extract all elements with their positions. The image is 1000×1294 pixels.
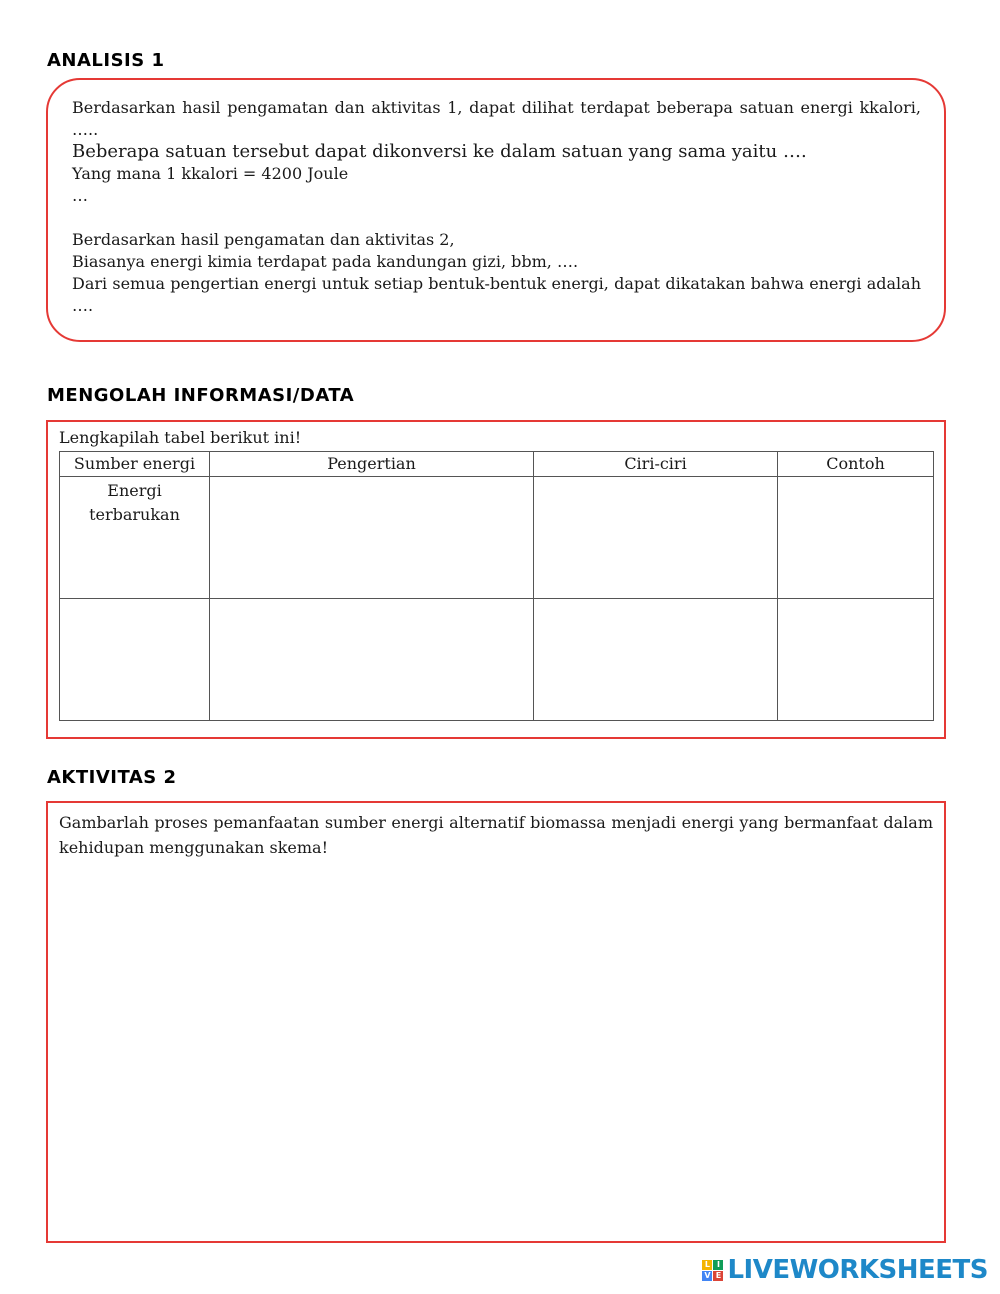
liveworksheets-logo (702, 1253, 988, 1287)
analisis-line-1: Berdasarkan hasil pengamatan dan aktivitas 1, dapat dilihat terdapat beberapa satuan energi kkalori, ….. (72, 98, 921, 139)
cell-text (210, 477, 533, 479)
mengolah-heading: MENGOLAH INFORMASI/DATA (47, 385, 355, 406)
analisis-line-7: Dari semua pengertian energi untuk setiap bentuk-bentuk energi, dapat dikatakan bahwa energi adalah …. (72, 274, 921, 315)
cell-text (778, 599, 933, 601)
logo-letter: I (713, 1260, 723, 1270)
cell-pengertian[interactable] (210, 477, 534, 599)
analisis-line-3: Yang mana 1 kkalori = 4200 Joule (72, 164, 349, 183)
logo-letter: E (713, 1271, 723, 1281)
cell-contoh[interactable] (778, 477, 934, 599)
table-row (60, 599, 934, 721)
table-instruction: Lengkapilah tabel berikut ini! (59, 428, 302, 447)
analisis-line-2: Beberapa satuan tersebut dapat dikonversi ke dalam satuan yang sama yaitu …. (72, 141, 807, 162)
brand-name: LIVEWORKSHEETS (727, 1255, 988, 1285)
cell-text (778, 477, 933, 479)
aktivitas-task: Gambarlah proses pemanfaatan sumber energi alternatif biomassa menjadi energi yang bermanfaat dalam kehidupan menggunakan skema! (59, 813, 933, 857)
table-header-row (60, 452, 934, 477)
cell-pengertian[interactable] (210, 599, 534, 721)
header-sumber-energi: Sumber energi (60, 452, 210, 477)
header-pengertian: Pengertian (210, 452, 534, 477)
aktivitas-heading: AKTIVITAS 2 (47, 767, 177, 788)
live-logo-icon (702, 1260, 723, 1281)
cell-ciri-ciri[interactable] (534, 599, 778, 721)
cell-text: Energi terbarukan (89, 481, 180, 524)
logo-letter: L (702, 1260, 712, 1270)
cell-text (60, 599, 209, 601)
cell-text (210, 599, 533, 601)
analisis-heading: ANALISIS 1 (47, 50, 165, 71)
analisis-line-4: … (72, 186, 88, 205)
cell-ciri-ciri[interactable] (534, 477, 778, 599)
cell-text (534, 477, 777, 479)
cell-contoh[interactable] (778, 599, 934, 721)
cell-sumber-energi (60, 477, 210, 599)
logo-letter: V (704, 1270, 711, 1280)
table-row (60, 477, 934, 599)
header-contoh: Contoh (778, 452, 934, 477)
cell-text (534, 599, 777, 601)
analisis-line-6: Biasanya energi kimia terdapat pada kandungan gizi, bbm, …. (72, 252, 579, 271)
analisis-text (72, 97, 921, 317)
analisis-line-5: Berdasarkan hasil pengamatan dan aktivitas 2, (72, 230, 455, 249)
drawing-area[interactable] (46, 801, 946, 1243)
header-ciri-ciri: Ciri-ciri (534, 452, 778, 477)
cell-sumber-energi[interactable] (60, 599, 210, 721)
energy-table (59, 451, 934, 721)
